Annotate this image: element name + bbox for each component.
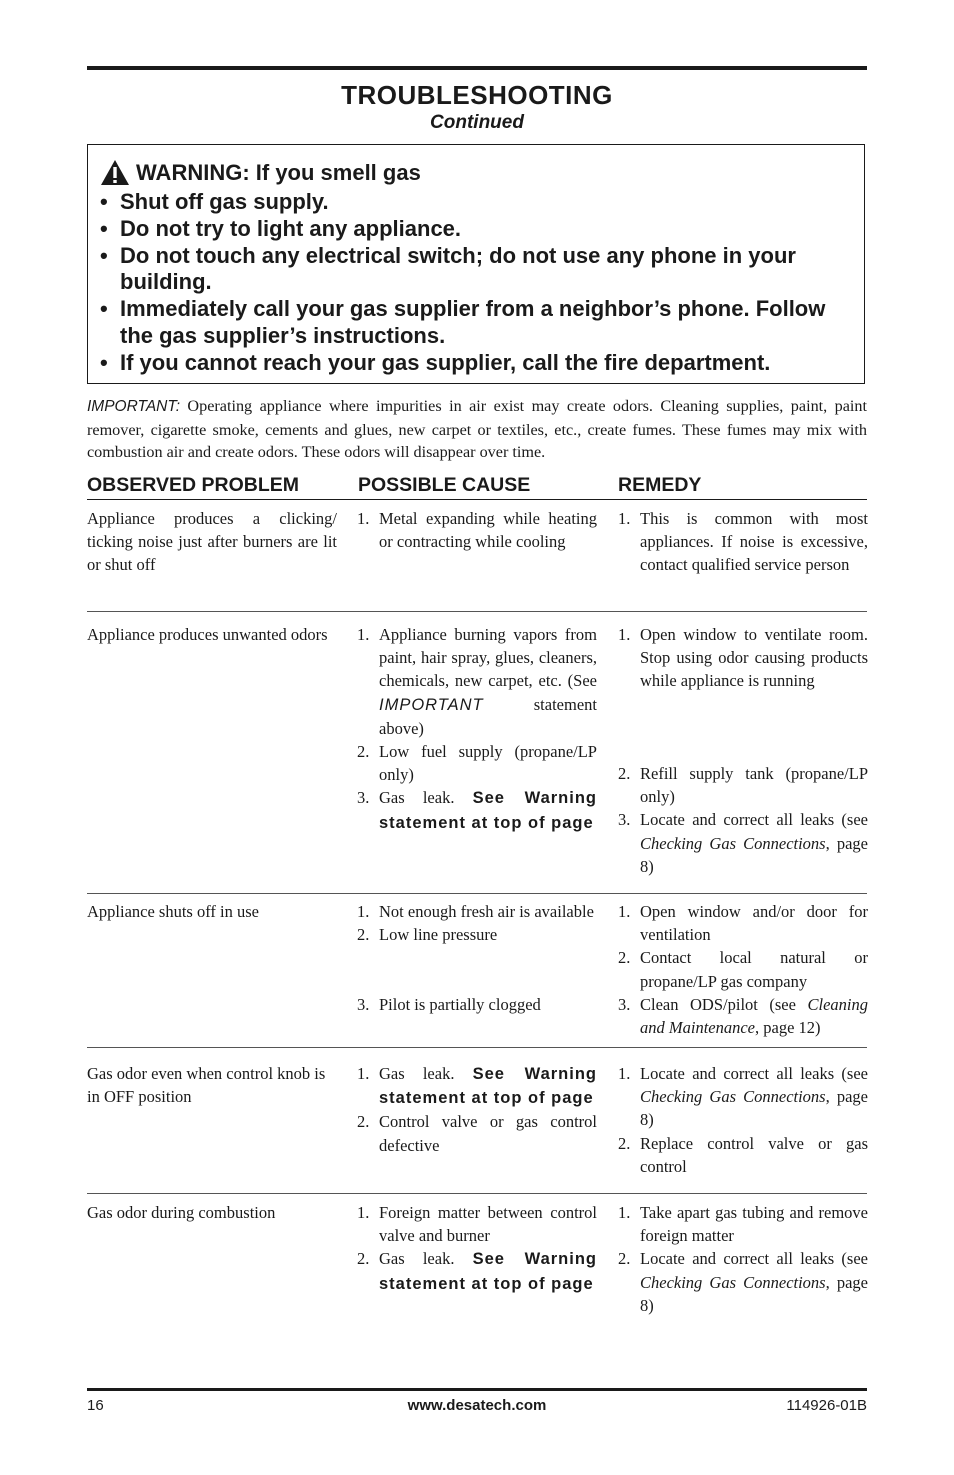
cause-item: 1. Foreign matter between control valve and burner	[357, 1203, 597, 1246]
column-header-remedy: REMEDY	[618, 474, 702, 496]
warning-heading-text: WARNING: If you smell gas	[136, 159, 421, 185]
cause-item: 2. Low line pressure	[357, 925, 498, 945]
remedy-item: 2. Refill supply tank (propane/LP only)	[618, 764, 868, 807]
important-lead: IMPORTANT:	[87, 398, 180, 415]
remedy-cell	[618, 762, 868, 878]
remedy-item: 3. Locate and correct all leaks (see Checking Gas Connections, page 8)	[618, 810, 868, 876]
warning-item: • Do not touch any electrical switch; do not use any phone in your building.	[100, 242, 796, 295]
top-rule	[87, 66, 867, 70]
remedy-item: 1. Open window to ventilate room. Stop using odor causing products while appliance is running	[618, 625, 868, 691]
cause-item: 1. Metal expanding while heating or contracting while cooling	[357, 509, 597, 552]
cause-cell	[357, 900, 597, 946]
problem-cell: Appliance produces unwanted odors	[87, 625, 328, 644]
column-header-cause: POSSIBLE CAUSE	[358, 474, 531, 496]
row-rule	[87, 611, 867, 612]
row-rule	[87, 893, 867, 894]
important-note	[87, 395, 867, 464]
remedy-cell	[618, 507, 868, 577]
bottom-rule	[87, 1388, 867, 1391]
cause-item: 3. Gas leak. See Warning statement at top of page	[357, 788, 597, 832]
warning-item: • Immediately call your gas supplier from a neighbor’s phone. Follow the gas supplier’s instructions.	[100, 296, 826, 348]
warning-item: • Shut off gas supply.	[100, 189, 329, 214]
warning-list	[100, 189, 860, 377]
cause-item: 2. Control valve or gas control defective	[357, 1112, 597, 1155]
cause-item: 2. Gas leak. See Warning statement at top of page	[357, 1249, 597, 1293]
important-text: Operating appliance where impurities in air exist may create odors. Cleaning supplies, paint, paint remover, cigarette smoke, cements and glues, new carpet or textiles, etc., create fumes. These fumes may mix with combustion air and create odors. These odors will disappear over time.	[87, 397, 867, 462]
problem-cell: Appliance produces a clicking/ ticking noise just after burners are lit or shut off	[87, 509, 337, 575]
problem-cell: Gas odor even when control knob is in OFF position	[87, 1064, 326, 1107]
warning-item: • If you cannot reach your gas supplier, call the fire department.	[100, 349, 771, 375]
cause-item: 1. Appliance burning vapors from paint, hair spray, glues, cleaners, chemicals, new carpet, etc. (See IMPORTANT statement above)	[357, 625, 597, 738]
warning-triangle-icon	[100, 159, 130, 186]
bullet: •	[100, 189, 108, 214]
row-rule	[87, 1193, 867, 1194]
cause-item: 1. Gas leak. See Warning statement at top of page	[357, 1064, 597, 1108]
column-header-problem: OBSERVED PROBLEM	[87, 474, 300, 496]
cause-cell	[357, 1201, 597, 1296]
warning-box	[87, 144, 865, 384]
bullet: •	[100, 215, 108, 241]
page-number: 16	[87, 1397, 104, 1414]
remedy-item: 1. Open window and/or door for ventilation	[618, 902, 868, 945]
cause-cell	[357, 623, 597, 835]
header-rule	[87, 499, 867, 500]
doc-number: 114926-01B	[786, 1397, 867, 1414]
remedy-item: 2. Locate and correct all leaks (see Checking Gas Connections, page 8)	[618, 1249, 868, 1315]
row-rule	[87, 1047, 867, 1048]
bullet: •	[100, 242, 108, 268]
remedy-cell	[618, 1201, 868, 1317]
cause-cell	[357, 507, 597, 553]
remedy-item: 1. This is common with most appliances. If noise is excessive, contact qualified service person	[618, 509, 868, 575]
remedy-item: 1. Take apart gas tubing and remove foreign matter	[618, 1203, 868, 1246]
bullet: •	[100, 349, 108, 375]
remedy-cell	[618, 900, 868, 1039]
problem-cell: Appliance shuts off in use	[87, 902, 260, 921]
remedy-item: 2. Replace control valve or gas control	[618, 1133, 868, 1176]
remedy-item: 2. Contact local natural or propane/LP gas company	[618, 948, 868, 991]
page-subtitle: Continued	[430, 112, 524, 133]
bullet: •	[100, 296, 108, 322]
website-link[interactable]: www.desatech.com	[407, 1397, 547, 1414]
remedy-cell	[618, 1062, 868, 1178]
page-title: TROUBLESHOOTING	[341, 80, 613, 110]
cause-item: 3. Pilot is partially clogged	[357, 995, 541, 1014]
remedy-item: 1. Locate and correct all leaks (see Checking Gas Connections, page 8)	[618, 1064, 868, 1130]
problem-cell: Gas odor during combustion	[87, 1203, 276, 1222]
cause-cell	[357, 1062, 597, 1157]
remedy-item: 3. Clean ODS/pilot (see Cleaning and Maintenance, page 12)	[618, 994, 868, 1038]
warning-heading	[100, 159, 421, 186]
cause-cell	[357, 993, 597, 1016]
remedy-cell	[618, 623, 868, 693]
warning-item: • Do not try to light any appliance.	[100, 215, 462, 241]
cause-item: 1. Not enough fresh air is available	[357, 902, 594, 921]
cause-item: 2. Low fuel supply (propane/LP only)	[357, 742, 597, 785]
